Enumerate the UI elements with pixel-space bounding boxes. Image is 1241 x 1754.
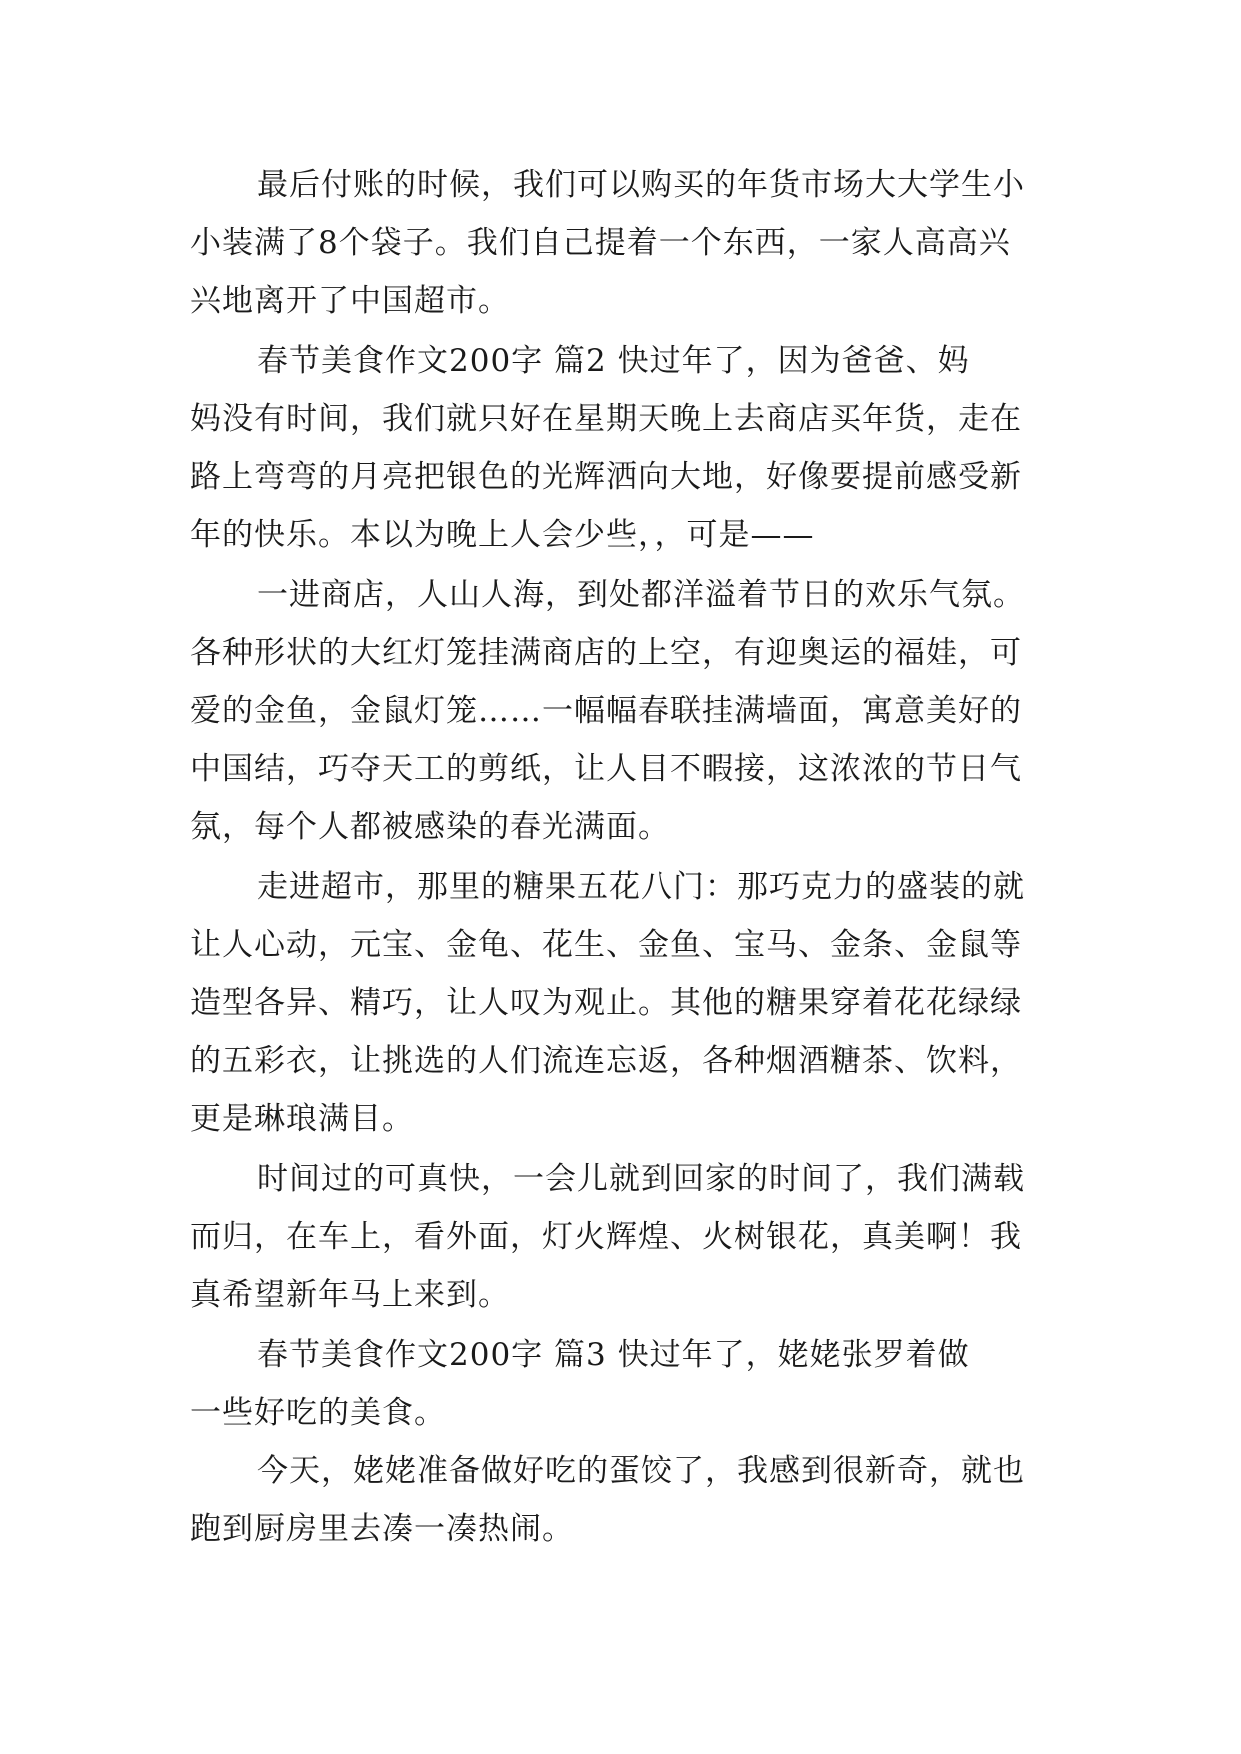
text-line: 爱的金鱼，金鼠灯笼……一幅幅春联挂满墙面，寓意美好的	[190, 693, 1022, 729]
text-line: 让人心动，元宝、金龟、花生、金鱼、宝马、金条、金鼠等	[190, 927, 1022, 963]
text-line: 妈没有时间，我们就只好在星期天晚上去商店买年货，走在	[190, 401, 1022, 437]
text-line: 中国结，巧夺天工的剪纸，让人目不暇接，这浓浓的节日气	[190, 751, 1022, 787]
text-line: 真希望新年马上来到。	[190, 1277, 510, 1313]
text-line: 造型各异、精巧，让人叹为观止。其他的糖果穿着花花绿绿	[190, 985, 1022, 1021]
text-line: 年的快乐。本以为晚上人会少些，，可是——	[190, 517, 815, 553]
text-line: 而归，在车上，看外面，灯火辉煌、火树银花，真美啊！我	[190, 1219, 1022, 1255]
section-heading-line: 春节美食作文200字 篇3 快过年了，姥姥张罗着做	[257, 1337, 970, 1373]
text-line: 走进超市，那里的糖果五花八门：那巧克力的盛装的就	[257, 869, 1025, 905]
text-line: 小装满了8个袋子。我们自己提着一个东西，一家人高高兴	[190, 225, 1011, 261]
text-line: 更是琳琅满目。	[190, 1101, 414, 1137]
text-line: 各种形状的大红灯笼挂满商店的上空，有迎奥运的福娃，可	[190, 635, 1022, 671]
text-line: 一些好吃的美食。	[190, 1395, 446, 1431]
text-line: 一进商店，人山人海，到处都洋溢着节日的欢乐气氛。	[257, 577, 1025, 613]
text-line: 今天，姥姥准备做好吃的蛋饺了，我感到很新奇，就也	[257, 1453, 1025, 1489]
section-heading-line: 春节美食作文200字 篇2 快过年了，因为爸爸、妈	[257, 343, 970, 379]
text-line: 跑到厨房里去凑一凑热闹。	[190, 1511, 574, 1547]
text-line: 最后付账的时候，我们可以购买的年货市场大大学生小	[257, 167, 1025, 203]
text-line: 氛，每个人都被感染的春光满面。	[190, 809, 670, 845]
text-line: 的五彩衣，让挑选的人们流连忘返，各种烟酒糖茶、饮料，	[190, 1043, 1022, 1079]
text-line: 时间过的可真快，一会儿就到回家的时间了，我们满载	[257, 1161, 1025, 1197]
text-line: 兴地离开了中国超市。	[190, 283, 510, 319]
text-line: 路上弯弯的月亮把银色的光辉洒向大地，好像要提前感受新	[190, 459, 1022, 495]
